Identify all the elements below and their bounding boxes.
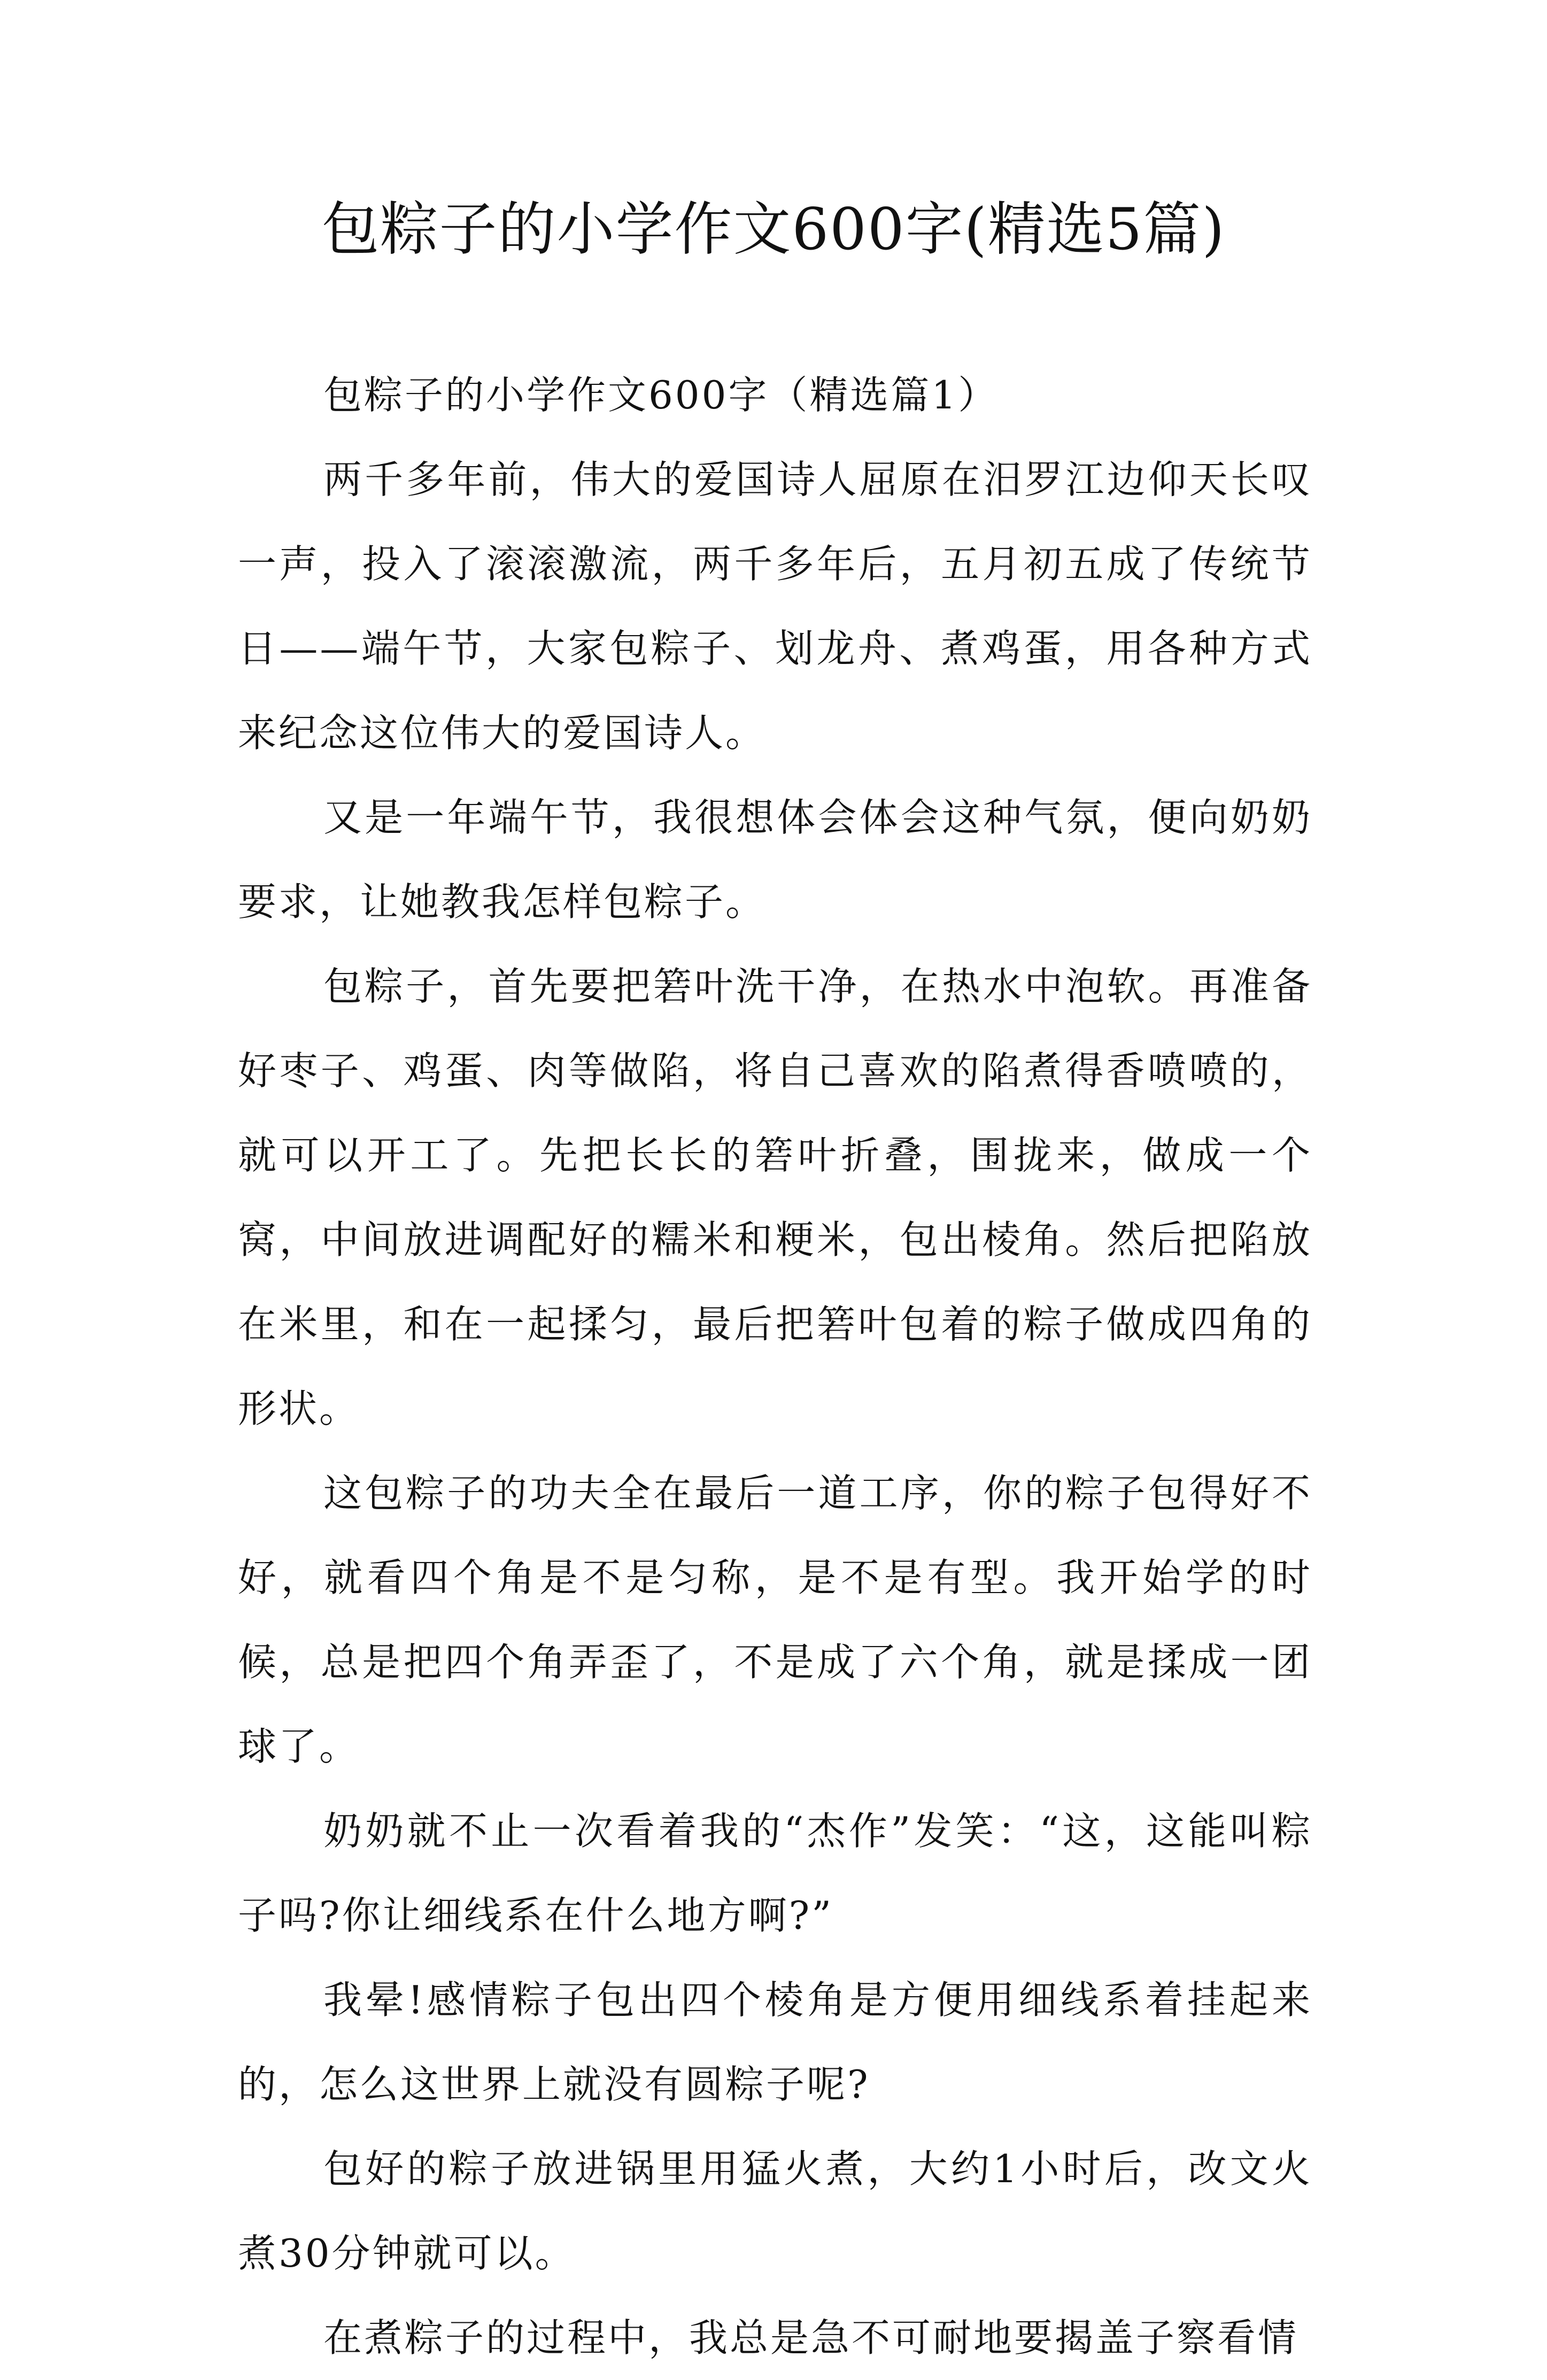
document-body (238, 353, 1312, 2380)
paragraph: 包好的粽子放进锅里用猛火煮，大约1小时后，改文火煮30分钟就可以。 (238, 2146, 1312, 2276)
paragraph: 奶奶就不止一次看着我的“杰作”发笑：“这，这能叫粽子吗?你让细线系在什么地方啊?” (238, 1809, 1312, 1938)
paragraph: 两千多年前，伟大的爱国诗人屈原在汨罗江边仰天长叹一声，投入了滚滚激流，两千多年后，五月初五成了传统节日——端午节，大家包粽子、划龙舟、煮鸡蛋，用各种方式来纪念这位伟大的爱国诗人。 (238, 457, 1312, 755)
paragraph: 这包粽子的功夫全在最后一道工序，你的粽子包得好不好，就看四个角是不是匀称，是不是有型。我开始学的时候，总是把四个角弄歪了，不是成了六个角，就是揉成一团球了。 (238, 1471, 1312, 1769)
paragraph: 我晕!感情粽子包出四个棱角是方便用细线系着挂起来的，怎么这世界上就没有圆粽子呢? (238, 1977, 1312, 2107)
paragraph: 又是一年端午节，我很想体会体会这种气氛，便向奶奶要求，让她教我怎样包粽子。 (238, 795, 1312, 924)
paragraph: 在煮粽子的过程中，我总是急不可耐地要揭盖子察看情 (323, 2315, 1299, 2360)
document-title: 包粽子的小学作文600字(精选5篇) (321, 196, 1226, 263)
paragraph: 包粽子，首先要把箬叶洗干净，在热水中泡软。再准备好枣子、鸡蛋、肉等做陷，将自己喜欢的陷煮得香喷喷的，就可以开工了。先把长长的箬叶折叠，围拢来，做成一个窝，中间放进调配好的糯米和粳米，包出棱角。然后把陷放在米里，和在一起揉匀，最后把箬叶包着的粽子做成四角的形状。 (238, 964, 1312, 1431)
section-heading: 包粽子的小学作文600字（精选篇1） (323, 373, 999, 418)
